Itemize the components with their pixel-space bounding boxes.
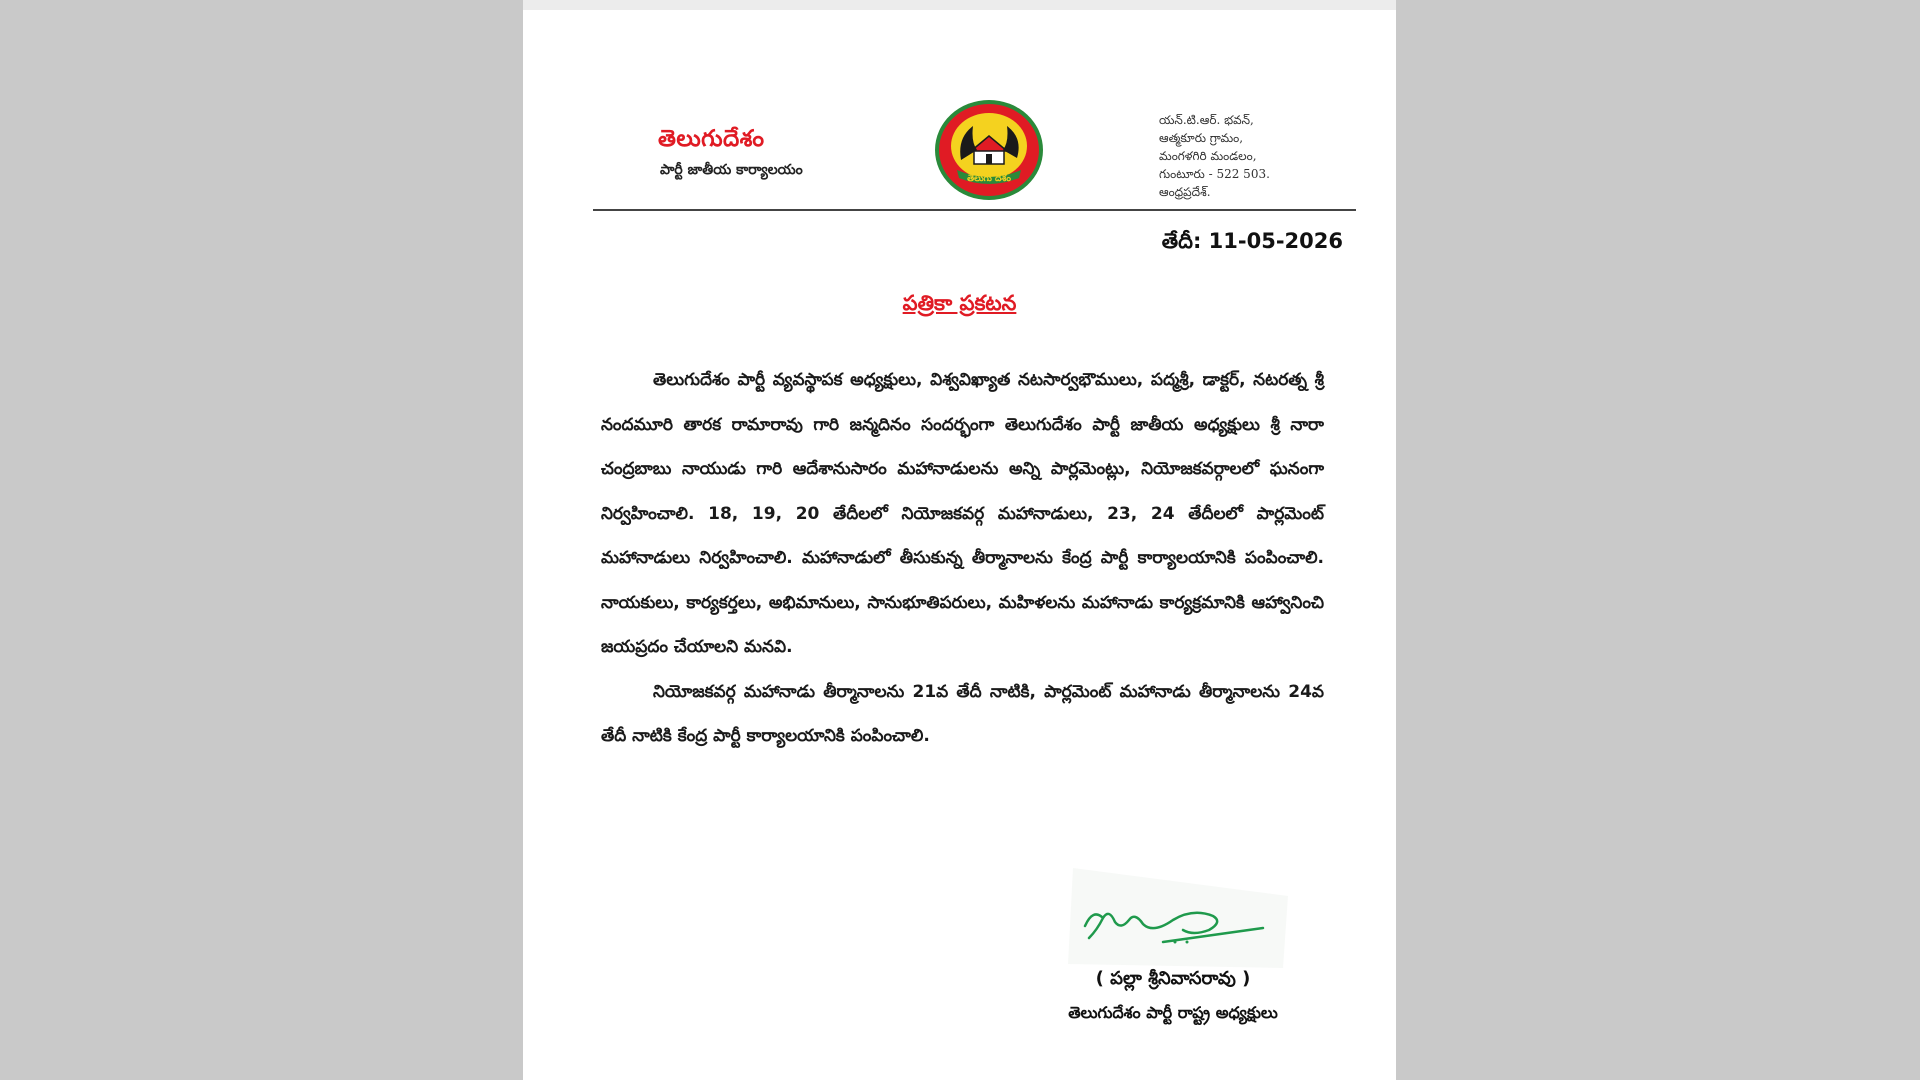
letterhead-brand <box>658 125 803 181</box>
handwritten-signature <box>1063 868 1293 968</box>
address-line: యన్.టి.ఆర్. భవన్, <box>1159 113 1254 127</box>
address-line: ఆంధ్రప్రదేశ్. <box>1159 185 1211 199</box>
press-release-heading: పత్రికా ప్రకటన <box>902 291 1017 315</box>
release-date: తేదీ: 11-05-2026 <box>1161 229 1343 253</box>
office-name: పార్టీ జాతీయ కార్యాలయం <box>660 162 803 178</box>
top-border <box>523 0 1396 10</box>
logo-text: తెలుగు దేశం <box>967 174 1011 184</box>
address-line: మంగళగిరి మండలం, <box>1159 149 1257 163</box>
press-release-body <box>601 358 1324 759</box>
party-logo <box>933 98 1045 202</box>
address-line: గుంటూరు - 522 503. <box>1159 167 1270 181</box>
body-paragraph: నియోజకవర్గ మహానాడు తీర్మానాలను 21వ తేదీ నాటికి, పార్లమెంట్ మహానాడు తీర్మానాలను 24వ తేదీ నాటికి కేంద్ర పార్టీ కార్యాలయానికి పంపించాలి. <box>601 681 1324 746</box>
party-name: తెలుగుదేశం <box>658 125 765 152</box>
signatory-title: తెలుగుదేశం పార్టీ రాష్ట్ర అధ్యక్షులు <box>1068 1003 1278 1022</box>
address-block <box>1159 111 1270 201</box>
header-divider <box>593 209 1356 211</box>
press-release-page <box>523 0 1396 1080</box>
signatory-name: ( పల్లా శ్రీనివాసరావు ) <box>1095 968 1251 989</box>
address-line: ఆత్మకూరు గ్రామం, <box>1159 131 1244 145</box>
body-paragraph: తెలుగుదేశం పార్టీ వ్యవస్థాపక అధ్యక్షులు, విశ్వవిఖ్యాత నటసార్వభౌములు, పద్మశ్రీ, డాక్టర్, నటరత్న శ్రీ నందమూరి తారక రామారావు గారి జన్మదినం సందర్భంగా తెలుగుదేశం పార్టీ జాతీయ అధ్యక్షులు శ్రీ నారా చంద్రబాబు నాయుడు గారి ఆదేశానుసారం మహానాడులను అన్ని పార్లమెంట్లు, నియోజకవర్గాలలో ఘనంగా నిర్వహించాలి. 18, 19, 20 తేదీలలో నియోజకవర్గ మహానాడులు, 23, 24 తేదీలలో పార్లమెంట్ మహానాడులు నిర్వహించాలి. మహానాడులో తీసుకున్న తీర్మానాలను కేంద్ర పార్టీ కార్యాలయానికి పంపించాలి. నాయకులు, కార్యకర్తలు, అభిమానులు, సానుభూతిపరులు, మహిళలను మహానాడు కార్యక్రమానికి ఆహ్వానించి జయప్రదం చేయాలని మనవి. <box>601 370 1324 657</box>
